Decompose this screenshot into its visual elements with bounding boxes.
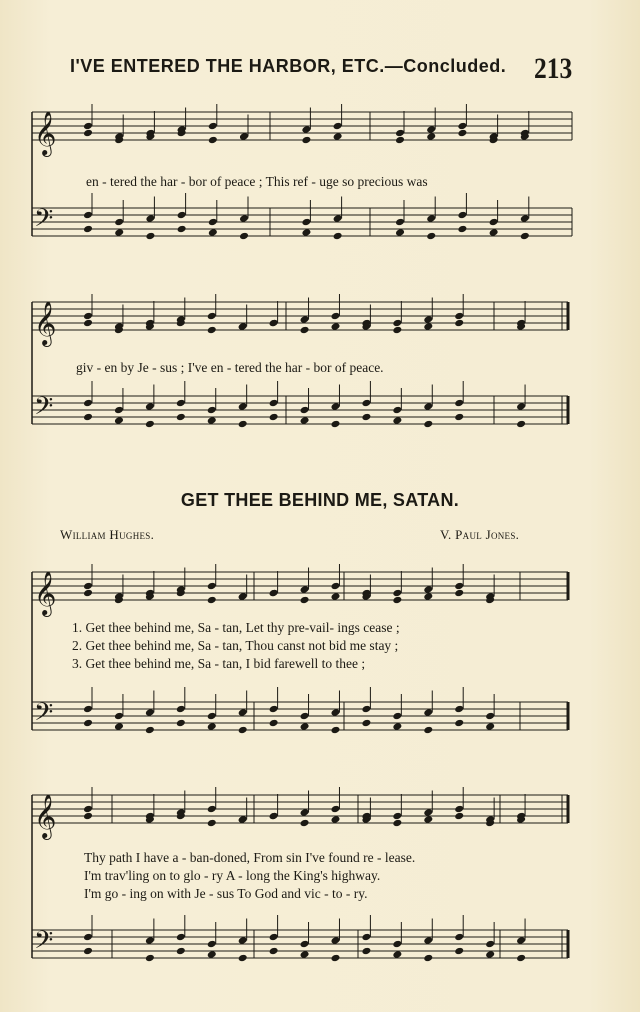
note-head bbox=[83, 812, 93, 821]
note-head bbox=[516, 954, 526, 963]
note-head bbox=[269, 589, 279, 598]
note-head bbox=[457, 211, 467, 220]
note-head bbox=[145, 726, 155, 735]
note-head bbox=[361, 413, 371, 422]
note-head bbox=[454, 933, 464, 942]
treble-clef-icon: 𝄞 bbox=[34, 301, 57, 345]
note-head bbox=[238, 815, 248, 824]
note-head bbox=[395, 218, 405, 227]
note-head bbox=[269, 812, 279, 821]
note-head bbox=[392, 589, 402, 598]
note-head bbox=[145, 708, 155, 717]
note-head bbox=[333, 122, 343, 131]
note-head bbox=[269, 933, 279, 942]
note-head bbox=[300, 940, 310, 949]
note-head bbox=[238, 402, 248, 411]
note-head bbox=[114, 416, 124, 425]
note-head bbox=[83, 129, 93, 138]
note-head bbox=[239, 214, 249, 223]
note-head bbox=[83, 719, 93, 728]
note-head bbox=[145, 214, 155, 223]
note-head bbox=[485, 940, 495, 949]
note-head bbox=[330, 815, 340, 824]
note-head bbox=[269, 413, 279, 422]
note-head bbox=[423, 402, 433, 411]
running-title: I'VE ENTERED THE HARBOR, ETC.—Concluded. bbox=[70, 56, 507, 76]
note-head bbox=[485, 950, 495, 959]
note-head bbox=[520, 232, 530, 241]
note-head bbox=[454, 705, 464, 714]
note-head bbox=[300, 315, 310, 324]
note-head bbox=[454, 312, 464, 321]
note-head bbox=[395, 129, 405, 138]
note-head bbox=[145, 402, 155, 411]
treble-clef-icon: 𝄞 bbox=[34, 111, 57, 155]
note-head bbox=[392, 596, 402, 605]
note-head bbox=[83, 589, 93, 598]
note-head bbox=[330, 954, 340, 963]
note-head bbox=[392, 406, 402, 415]
note-head bbox=[269, 319, 279, 328]
note-head bbox=[454, 589, 464, 598]
lyricist-credit: William Hughes. bbox=[60, 527, 155, 542]
note-head bbox=[301, 228, 311, 237]
note-head bbox=[269, 719, 279, 728]
note-head bbox=[300, 808, 310, 817]
note-head bbox=[489, 218, 499, 227]
note-head bbox=[207, 312, 217, 321]
note-head bbox=[301, 136, 311, 145]
note-head bbox=[361, 705, 371, 714]
note-head bbox=[300, 585, 310, 594]
note-head bbox=[239, 132, 249, 141]
note-head bbox=[238, 708, 248, 717]
note-head bbox=[207, 416, 217, 425]
note-head bbox=[330, 592, 340, 601]
note-head bbox=[83, 319, 93, 328]
note-head bbox=[330, 726, 340, 735]
note-head bbox=[361, 933, 371, 942]
note-head bbox=[520, 214, 530, 223]
note-head bbox=[83, 582, 93, 591]
verse-2-line-2: I'm trav'ling on to glo - ry A - long the King's highway. bbox=[84, 868, 381, 883]
note-head bbox=[269, 705, 279, 714]
note-head bbox=[207, 596, 217, 605]
note-head bbox=[330, 402, 340, 411]
bass-clef-icon: 𝄢 bbox=[34, 698, 54, 733]
note-head bbox=[145, 420, 155, 429]
verse-1-line-2: Thy path I have a - ban-doned, From sin I've found re - lease. bbox=[84, 850, 416, 865]
note-head bbox=[207, 940, 217, 949]
note-head bbox=[269, 947, 279, 956]
note-head bbox=[83, 312, 93, 321]
note-head bbox=[238, 726, 248, 735]
note-head bbox=[176, 705, 186, 714]
note-head bbox=[423, 708, 433, 717]
note-head bbox=[454, 719, 464, 728]
note-head bbox=[454, 319, 464, 328]
note-head bbox=[238, 420, 248, 429]
note-head bbox=[392, 812, 402, 821]
note-head bbox=[208, 136, 218, 145]
note-head bbox=[426, 232, 436, 241]
note-head bbox=[114, 406, 124, 415]
note-head bbox=[333, 132, 343, 141]
note-head bbox=[330, 708, 340, 717]
note-head bbox=[426, 214, 436, 223]
note-head bbox=[83, 399, 93, 408]
note-head bbox=[516, 420, 526, 429]
note-head bbox=[333, 232, 343, 241]
bass-clef-icon: 𝄢 bbox=[34, 204, 54, 239]
hymn1-lyric-line-1: en - tered the har - bor of peace ; This ref - uge so precious was bbox=[86, 174, 428, 189]
note-head bbox=[176, 947, 186, 956]
note-head bbox=[300, 326, 310, 335]
note-head bbox=[300, 722, 310, 731]
note-head bbox=[238, 936, 248, 945]
note-head bbox=[423, 954, 433, 963]
note-head bbox=[176, 933, 186, 942]
note-head bbox=[454, 805, 464, 814]
note-head bbox=[83, 413, 93, 422]
note-head bbox=[330, 582, 340, 591]
note-head bbox=[300, 596, 310, 605]
note-head bbox=[145, 936, 155, 945]
treble-clef-icon: 𝄞 bbox=[34, 794, 57, 838]
note-head bbox=[392, 950, 402, 959]
note-head bbox=[426, 125, 436, 134]
note-head bbox=[83, 705, 93, 714]
note-head bbox=[333, 214, 343, 223]
note-head bbox=[423, 726, 433, 735]
note-head bbox=[516, 936, 526, 945]
note-head bbox=[239, 232, 249, 241]
verse-2-line-1: 2. Get thee behind me, Sa - tan, Thou canst not bid me stay ; bbox=[72, 638, 399, 653]
note-head bbox=[83, 805, 93, 814]
verse-3-line-1: 3. Get thee behind me, Sa - tan, I bid farewell to thee ; bbox=[72, 656, 366, 671]
note-head bbox=[208, 228, 218, 237]
note-head bbox=[423, 315, 433, 324]
note-head bbox=[330, 805, 340, 814]
note-head bbox=[454, 812, 464, 821]
composer-credit: V. Paul Jones. bbox=[440, 527, 520, 542]
note-head bbox=[238, 954, 248, 963]
verse-1-line-1: 1. Get thee behind me, Sa - tan, Let thy pre-vail- ings cease ; bbox=[72, 620, 400, 635]
note-head bbox=[300, 712, 310, 721]
note-head bbox=[114, 722, 124, 731]
note-head bbox=[423, 585, 433, 594]
note-head bbox=[330, 322, 340, 331]
note-head bbox=[300, 406, 310, 415]
note-head bbox=[83, 947, 93, 956]
bass-clef-icon: 𝄢 bbox=[34, 926, 54, 961]
note-head bbox=[207, 722, 217, 731]
note-head bbox=[207, 582, 217, 591]
page-number: 213 bbox=[534, 52, 573, 85]
note-head bbox=[83, 933, 93, 942]
note-head bbox=[114, 218, 124, 227]
note-head bbox=[300, 819, 310, 828]
note-head bbox=[177, 211, 187, 220]
note-head bbox=[83, 225, 93, 234]
note-head bbox=[454, 399, 464, 408]
bass-clef-icon: 𝄢 bbox=[34, 392, 54, 427]
treble-clef-icon: 𝄞 bbox=[34, 571, 57, 615]
note-head bbox=[330, 936, 340, 945]
note-head bbox=[177, 225, 187, 234]
note-head bbox=[392, 416, 402, 425]
note-head bbox=[207, 712, 217, 721]
note-head bbox=[457, 225, 467, 234]
note-head bbox=[392, 722, 402, 731]
note-head bbox=[176, 413, 186, 422]
note-head bbox=[489, 228, 499, 237]
note-head bbox=[392, 326, 402, 335]
note-head bbox=[423, 815, 433, 824]
note-head bbox=[330, 420, 340, 429]
note-head bbox=[114, 228, 124, 237]
note-head bbox=[423, 420, 433, 429]
note-head bbox=[457, 122, 467, 131]
note-head bbox=[423, 322, 433, 331]
note-head bbox=[176, 719, 186, 728]
note-head bbox=[395, 228, 405, 237]
note-head bbox=[423, 936, 433, 945]
note-head bbox=[114, 712, 124, 721]
note-head bbox=[238, 322, 248, 331]
note-head bbox=[330, 312, 340, 321]
note-head bbox=[145, 232, 155, 241]
note-head bbox=[207, 805, 217, 814]
note-head bbox=[516, 402, 526, 411]
verse-3-line-2: I'm go - ing on with Je - sus To God and vic - to - ry. bbox=[84, 886, 368, 901]
note-head bbox=[392, 819, 402, 828]
note-head bbox=[300, 950, 310, 959]
note-head bbox=[454, 582, 464, 591]
note-head bbox=[426, 132, 436, 141]
note-head bbox=[207, 819, 217, 828]
note-head bbox=[269, 399, 279, 408]
note-head bbox=[454, 413, 464, 422]
note-head bbox=[485, 722, 495, 731]
note-head bbox=[485, 712, 495, 721]
note-head bbox=[208, 122, 218, 131]
note-head bbox=[83, 211, 93, 220]
note-head bbox=[392, 940, 402, 949]
hymn-title: GET THEE BEHIND ME, SATAN. bbox=[180, 490, 460, 510]
note-head bbox=[392, 712, 402, 721]
note-head bbox=[207, 950, 217, 959]
note-head bbox=[83, 122, 93, 131]
note-head bbox=[395, 136, 405, 145]
note-head bbox=[457, 129, 467, 138]
note-head bbox=[361, 947, 371, 956]
note-head bbox=[423, 808, 433, 817]
note-head bbox=[207, 326, 217, 335]
note-head bbox=[301, 218, 311, 227]
note-head bbox=[392, 319, 402, 328]
note-head bbox=[361, 399, 371, 408]
note-head bbox=[145, 954, 155, 963]
note-head bbox=[423, 592, 433, 601]
note-head bbox=[361, 719, 371, 728]
note-head bbox=[238, 592, 248, 601]
note-head bbox=[301, 125, 311, 134]
note-head bbox=[300, 416, 310, 425]
note-head bbox=[454, 947, 464, 956]
note-head bbox=[208, 218, 218, 227]
hymn1-lyric-line-2: giv - en by Je - sus ; I've en - tered the har - bor of peace. bbox=[76, 360, 384, 375]
note-head bbox=[176, 399, 186, 408]
note-head bbox=[207, 406, 217, 415]
